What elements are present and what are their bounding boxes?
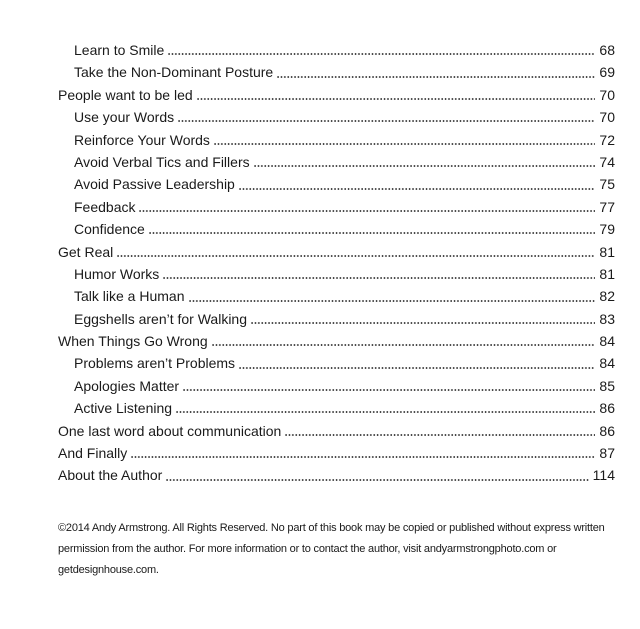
toc-entry — [58, 151, 615, 173]
toc-entry-label: And Finally — [58, 445, 128, 462]
toc-entry — [58, 218, 615, 240]
toc-entry-label: Apologies Matter — [74, 377, 180, 394]
toc-entry-page: 79 — [599, 221, 615, 238]
toc-entry-page: 86 — [599, 400, 615, 417]
toc-entry — [58, 173, 615, 195]
toc-entry — [58, 352, 615, 374]
dot-leader — [172, 397, 599, 419]
dot-leader — [235, 352, 599, 374]
dot-leader — [193, 84, 600, 106]
dot-leader — [210, 129, 599, 151]
toc-entry-label: Talk like a Human — [74, 288, 185, 305]
toc-entry-label: Get Real — [58, 243, 114, 260]
toc-entry — [58, 397, 615, 419]
toc-entry — [58, 464, 615, 486]
toc-entry-page: 84 — [599, 355, 615, 372]
toc-entry — [58, 196, 615, 218]
toc-entry-label: Use your Words — [74, 109, 175, 126]
toc-entry-label: When Things Go Wrong — [58, 333, 208, 350]
toc-entry-page: 74 — [599, 153, 615, 170]
toc-entry-page: 87 — [599, 445, 615, 462]
toc-entry-label: Learn to Smile — [74, 42, 165, 58]
toc-entry-label: People want to be led — [58, 86, 193, 103]
toc-entry-page: 84 — [599, 333, 615, 350]
toc-entry-label: Avoid Verbal Tics and Fillers — [74, 153, 250, 170]
dot-leader — [162, 464, 592, 486]
copyright-line: ©2014 Andy Armstrong. All Rights Reserved. No part of this book may be copied or published without express written — [58, 521, 605, 534]
toc-entry-page: 70 — [599, 109, 615, 126]
dot-leader — [208, 330, 600, 352]
toc-entry-page: 81 — [599, 265, 615, 282]
dot-leader — [145, 218, 600, 240]
dot-leader — [174, 106, 599, 128]
toc-entry — [58, 129, 615, 151]
toc-entry-label: Problems aren’t Problems — [74, 355, 236, 372]
dot-leader — [113, 241, 599, 263]
dot-leader — [179, 375, 599, 397]
toc-entry — [58, 330, 615, 352]
toc-entry — [58, 39, 615, 61]
toc-entry-label: One last word about communication — [58, 422, 282, 439]
toc-entry — [58, 241, 615, 263]
toc-entry — [58, 263, 615, 285]
toc-entry-page: 70 — [599, 86, 615, 103]
dot-leader — [235, 173, 600, 195]
toc-entry-label: Humor Works — [74, 265, 160, 282]
copyright-line: getdesignhouse.com. — [58, 563, 159, 576]
toc-entry-label: Reinforce Your Words — [74, 131, 210, 148]
toc-entry-page: 81 — [599, 243, 615, 260]
toc-entry-page: 75 — [599, 176, 615, 193]
toc-entry-page: 82 — [599, 288, 615, 305]
dot-leader — [159, 263, 599, 285]
toc-entry-page: 85 — [599, 377, 615, 394]
dot-leader — [273, 61, 599, 83]
toc-entry-page: 77 — [599, 198, 615, 215]
copyright-notice — [58, 518, 615, 581]
copyright-line: permission from the author. For more information or to contact the author, visit andyarmstrongphoto.com or — [58, 542, 557, 555]
toc-entry-page: 72 — [599, 131, 615, 148]
toc-entry — [58, 375, 615, 397]
toc-entry — [58, 308, 615, 330]
dot-leader — [250, 151, 600, 173]
dot-leader — [164, 39, 599, 61]
toc-entry-label: Avoid Passive Leadership — [74, 176, 235, 193]
toc-entry-label: Confidence — [74, 221, 145, 238]
toc-entry — [58, 420, 615, 442]
toc-entry — [58, 285, 615, 307]
toc-entry — [58, 61, 615, 83]
toc-entry — [58, 84, 615, 106]
toc-entry-page: 86 — [599, 422, 615, 439]
toc-entry-label: Feedback — [74, 198, 136, 215]
toc-entry-page: 68 — [599, 42, 615, 58]
toc-entry-label: Take the Non-Dominant Posture — [74, 64, 274, 81]
table-of-contents — [58, 39, 615, 487]
toc-entry — [58, 442, 615, 464]
dot-leader — [185, 285, 600, 307]
dot-leader — [127, 442, 599, 464]
dot-leader — [135, 196, 599, 218]
toc-entry-page: 69 — [599, 64, 615, 81]
toc-entry — [58, 106, 615, 128]
dot-leader — [247, 308, 599, 330]
dot-leader — [281, 420, 599, 442]
toc-entry-label: About the Author — [58, 467, 163, 484]
toc-entry-page: 114 — [592, 467, 615, 484]
toc-entry-page: 83 — [599, 310, 615, 327]
toc-entry-label: Active Listening — [74, 400, 173, 417]
toc-entry-label: Eggshells aren’t for Walking — [74, 310, 248, 327]
